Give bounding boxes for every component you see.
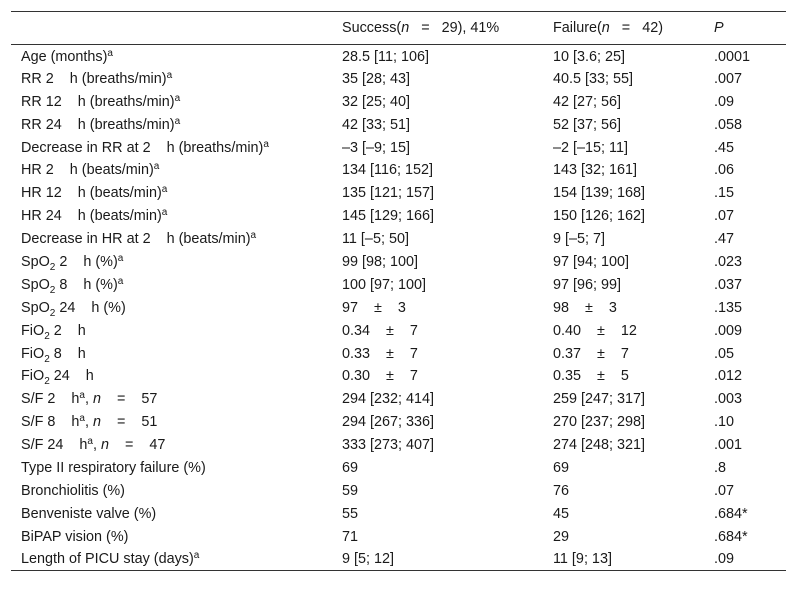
variable-label-part: a [174, 92, 181, 104]
header-p-value: P [704, 12, 786, 45]
table-row [11, 182, 786, 205]
variable-label-part: S/F 8 h [21, 414, 80, 431]
variable-label-part: 2 [49, 284, 56, 296]
table-row [11, 113, 786, 136]
variable-label-part: SpO [21, 276, 50, 293]
variable-label-part: a [250, 230, 257, 242]
table-body [11, 45, 786, 571]
cell-failure: –2 [–15; 11] [553, 139, 628, 156]
cell-failure: 97 [94; 100] [553, 253, 630, 270]
variable-label-part: Decrease in RR at 2 h (breaths/min) [21, 139, 264, 156]
cell-success: 55 [342, 505, 359, 522]
variable-label-part: a [117, 275, 124, 287]
cell-success: 0.34 ± 7 [342, 322, 418, 339]
cell-variable [11, 319, 332, 342]
cell-variable [11, 525, 332, 548]
variable-label-part: a [161, 207, 168, 219]
cell-success: 28.5 [11; 106] [342, 49, 429, 66]
variable-label-part: HR 2 h (beats/min) [21, 162, 154, 179]
variable-label-part: Length of PICU stay (days) [21, 551, 194, 568]
cell-p-value: .15 [714, 185, 735, 202]
variable-label-part: 2 [44, 330, 50, 342]
cell-failure: 143 [32; 161] [553, 162, 638, 179]
cell-variable [11, 251, 332, 274]
cell-failure: 40.5 [33; 55] [553, 70, 634, 87]
cell-success: 294 [267; 336] [342, 414, 435, 431]
cell-failure: 42 [27; 56] [553, 93, 622, 110]
table-header-row [11, 12, 786, 45]
cell-success: 333 [273; 407] [342, 437, 435, 454]
cell-failure: 154 [139; 168] [553, 185, 646, 202]
cell-variable [11, 411, 332, 434]
cell-failure: 98 ± 3 [553, 299, 617, 316]
cell-success: 97 ± 3 [342, 299, 406, 316]
variable-label-part: , [92, 437, 101, 454]
variable-label-part: FiO [21, 345, 45, 362]
cell-p-value: .007 [714, 70, 743, 87]
variable-label-part: RR 12 h (breaths/min) [21, 93, 175, 110]
variable-label-part: 2 h [49, 322, 86, 339]
table-row [11, 365, 786, 388]
cell-p-value: .0001 [714, 49, 751, 66]
cell-p-value: .07 [714, 208, 735, 225]
table-row [11, 457, 786, 480]
table-row [11, 205, 786, 228]
cell-p-value: .037 [714, 276, 743, 293]
cell-variable [11, 388, 332, 411]
cell-p-value: .012 [714, 368, 743, 385]
variable-label-part: RR 24 h (breaths/min) [21, 116, 175, 133]
cell-failure: 97 [96; 99] [553, 276, 622, 293]
cell-p-value: .003 [714, 391, 743, 408]
variable-label-part: = 51 [100, 414, 158, 431]
variable-label-part: HR 24 h (beats/min) [21, 208, 162, 225]
cell-success: 0.30 ± 7 [342, 368, 418, 385]
cell-failure: 274 [248; 321] [553, 437, 646, 454]
variable-label-part: a [87, 436, 93, 448]
cell-success: 11 [–5; 50] [342, 231, 409, 248]
cell-variable [11, 228, 332, 251]
header-success: Success(n = 29), 41% [332, 12, 543, 45]
variable-label-part: a [166, 69, 173, 81]
cell-failure: 270 [237; 298] [553, 414, 646, 431]
cell-success: 9 [5; 12] [332, 548, 543, 571]
cell-success: 145 [129; 166] [342, 208, 435, 225]
cell-p-value: .10 [714, 414, 735, 431]
cell-variable [11, 548, 332, 571]
variable-label-part: a [161, 184, 168, 196]
variable-label-part: 2 [44, 376, 50, 388]
cell-p-value: .05 [714, 345, 735, 362]
cell-failure: 45 [553, 505, 570, 522]
cell-variable [11, 136, 332, 159]
cell-variable [11, 182, 332, 205]
cell-success: 32 [25; 40] [342, 93, 411, 110]
cell-failure: 9 [–5; 7] [553, 231, 606, 248]
variable-label-part: 24 h [49, 368, 94, 385]
variable-label-part: Bronchiolitis (%) [21, 482, 125, 499]
cell-p-value: .09 [704, 548, 786, 571]
variable-label-part: n [92, 414, 101, 431]
cell-failure: 11 [9; 13] [543, 548, 704, 571]
variable-label-part: 2 [49, 307, 56, 319]
variable-label-part: a [79, 390, 85, 402]
cell-p-value: .023 [714, 253, 743, 270]
variable-label-part: Decrease in HR at 2 h (beats/min) [21, 231, 251, 248]
cell-failure: 69 [553, 459, 570, 476]
variable-label-part: a [153, 161, 160, 173]
cell-variable [11, 67, 332, 90]
cell-variable [11, 296, 332, 319]
cell-success: 59 [342, 482, 359, 499]
variable-label-part: a [263, 138, 269, 150]
cell-p-value: .684* [714, 528, 748, 545]
cell-p-value: .07 [714, 482, 735, 499]
variable-label-part: BiPAP vision (%) [21, 528, 129, 545]
table-row [11, 525, 786, 548]
variable-label-part: 2 h (%) [55, 253, 118, 270]
cell-success: 0.33 ± 7 [342, 345, 418, 362]
variable-label-part: a [193, 550, 200, 562]
table-row [11, 411, 786, 434]
cell-success: 69 [342, 459, 359, 476]
table-row [11, 90, 786, 113]
table-row [11, 45, 786, 68]
variable-label-part: n [100, 437, 109, 454]
cell-success: 294 [232; 414] [342, 391, 435, 408]
variable-label-part: 2 [44, 353, 50, 365]
results-table-container [11, 11, 786, 571]
cell-variable [11, 502, 332, 525]
header-variable [11, 12, 332, 45]
cell-p-value: .47 [714, 231, 735, 248]
cell-variable [11, 113, 332, 136]
cell-success: 35 [28; 43] [342, 70, 411, 87]
variable-label-part: FiO [21, 368, 45, 385]
cell-variable [11, 273, 332, 296]
cell-variable [11, 479, 332, 502]
table-row [11, 342, 786, 365]
results-table [11, 11, 786, 571]
cell-success: 71 [342, 528, 359, 545]
cell-variable [11, 45, 332, 68]
cell-variable [11, 159, 332, 182]
variable-label-part: 8 h (%) [55, 276, 118, 293]
cell-p-value: .45 [714, 139, 735, 156]
cell-variable [11, 434, 332, 457]
variable-label-part: HR 12 h (beats/min) [21, 185, 162, 202]
variable-label-part: S/F 2 h [21, 391, 80, 408]
variable-label-part: SpO [21, 253, 50, 270]
table-row [11, 228, 786, 251]
cell-failure: 29 [553, 528, 570, 545]
variable-label-part: FiO [21, 322, 45, 339]
cell-p-value: .09 [714, 93, 735, 110]
variable-label-part: 2 [49, 261, 56, 273]
cell-p-value: .009 [714, 322, 743, 339]
table-row [11, 159, 786, 182]
variable-label-part: a [107, 48, 113, 60]
table-row [11, 251, 786, 274]
variable-label-part: , [84, 414, 93, 431]
table-row [11, 502, 786, 525]
cell-variable [11, 205, 332, 228]
cell-failure: 76 [553, 482, 570, 499]
cell-success: 100 [97; 100] [342, 276, 427, 293]
variable-label-part: = 57 [100, 391, 158, 408]
cell-p-value: .058 [714, 116, 743, 133]
table-row [11, 479, 786, 502]
variable-label-part: n [92, 391, 101, 408]
variable-label-part: Type II respiratory failure (%) [21, 459, 206, 476]
variable-label-part: 8 h [49, 345, 86, 362]
cell-variable [11, 90, 332, 113]
cell-success: –3 [–9; 15] [342, 139, 411, 156]
cell-variable [11, 342, 332, 365]
cell-variable [11, 365, 332, 388]
variable-label-part: SpO [21, 299, 50, 316]
variable-label-part: Benveniste valve (%) [21, 505, 157, 522]
table-row [11, 273, 786, 296]
table-row [11, 548, 786, 571]
cell-success: 135 [121; 157] [342, 185, 435, 202]
cell-failure: 259 [247; 317] [553, 391, 646, 408]
cell-p-value: .135 [714, 299, 743, 316]
table-row [11, 67, 786, 90]
cell-success: 134 [116; 152] [342, 162, 433, 179]
cell-failure: 0.37 ± 7 [553, 345, 629, 362]
table-row [11, 434, 786, 457]
variable-label-part: RR 2 h (breaths/min) [21, 70, 167, 87]
table-row [11, 319, 786, 342]
header-failure: Failure(n = 42) [543, 12, 704, 45]
variable-label-part: Age (months) [21, 49, 108, 66]
variable-label-part: a [117, 252, 124, 264]
variable-label-part: a [174, 115, 181, 127]
variable-label-part: 24 h (%) [55, 299, 126, 316]
cell-variable [11, 457, 332, 480]
table-row [11, 388, 786, 411]
cell-p-value: .06 [714, 162, 735, 179]
variable-label-part: = 47 [108, 437, 166, 454]
variable-label-part: , [84, 391, 93, 408]
cell-success: 99 [98; 100] [342, 253, 419, 270]
cell-failure: 0.35 ± 5 [553, 368, 629, 385]
table-row [11, 136, 786, 159]
cell-failure: 10 [3.6; 25] [553, 49, 626, 66]
cell-success: 42 [33; 51] [342, 116, 411, 133]
table-row [11, 296, 786, 319]
cell-p-value: .684* [714, 505, 748, 522]
variable-label-part: S/F 24 h [21, 437, 88, 454]
cell-failure: 0.40 ± 12 [553, 322, 637, 339]
cell-failure: 150 [126; 162] [553, 208, 646, 225]
variable-label-part: a [79, 413, 85, 425]
cell-p-value: .001 [714, 437, 743, 454]
cell-p-value: .8 [714, 459, 727, 476]
cell-failure: 52 [37; 56] [553, 116, 622, 133]
